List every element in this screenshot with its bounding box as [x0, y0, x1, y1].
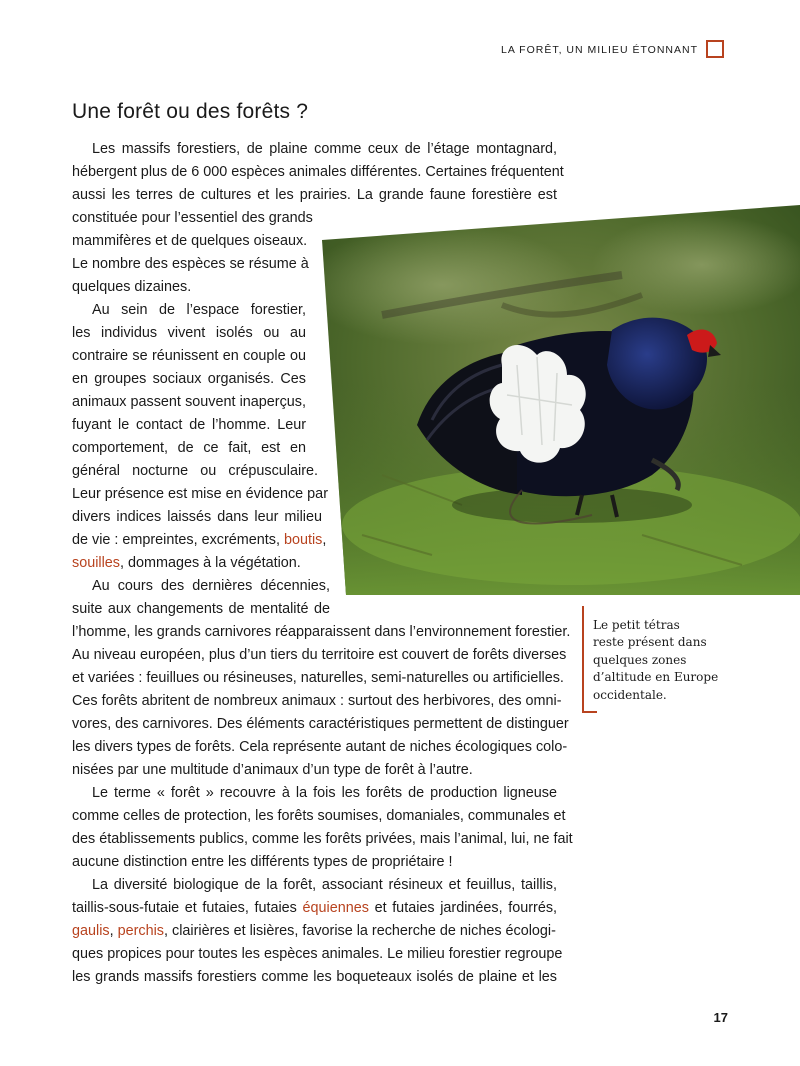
- body-line: l’homme, les grands carnivores réapparaissent dans l’environnement forestier.: [72, 624, 571, 640]
- section-title: Une forêt ou des forêts ?: [72, 100, 309, 123]
- body-line: Au cours des dernières décennies,: [92, 578, 330, 594]
- body-text-span: ,: [109, 923, 118, 939]
- body-line: Le nombre des espèces se résume à: [72, 256, 309, 272]
- glossary-term-boutis[interactable]: boutis: [283, 532, 323, 548]
- body-line: comportement, de ce fait, est en: [72, 440, 306, 456]
- body-line: constituée pour l’essentiel des grands: [72, 210, 313, 226]
- body-line: ques propices pour toutes les espèces animales. Le milieu forestier regroupe: [72, 946, 563, 962]
- body-line: nisées par une multitude d’animaux d’un type de forêt à l’autre.: [72, 762, 473, 778]
- body-line: Au niveau européen, plus d’un tiers du territoire est couvert de forêts diverses: [72, 647, 567, 663]
- body-line: les grands massifs forestiers comme les boqueteaux isolés de plaine et les: [72, 969, 557, 985]
- glossary-term-gaulis[interactable]: gaulis: [72, 923, 110, 939]
- body-text-span: et futaies jardinées, fourrés,: [374, 900, 558, 916]
- body-line: Ces forêts abritent de nombreux animaux : surtout des herbivores, des omni-: [72, 693, 562, 709]
- body-text-span: , clairières et lisières, favorise la recherche de niches écologi-: [164, 923, 556, 939]
- caption-line: Le petit tétras: [593, 618, 680, 632]
- page-number: 17: [713, 1010, 728, 1025]
- caption-rule-tick: [582, 711, 597, 713]
- caption-line: d’altitude en Europe: [593, 670, 719, 685]
- body-line: [72, 920, 557, 943]
- body-line: divers indices laissés dans leur milieu: [72, 509, 322, 525]
- body-line: vores, des carnivores. Des éléments caractéristiques permettent de distinguer: [72, 716, 569, 732]
- body-line: général nocturne ou crépusculaire.: [72, 463, 318, 479]
- body-line: Le terme « forêt » recouvre à la fois les forêts de production ligneuse: [92, 785, 557, 801]
- body-line: hébergent plus de 6 000 espèces animales différentes. Certaines fréquentent: [72, 164, 564, 180]
- black-grouse-illustration: [322, 205, 800, 595]
- body-line: [72, 552, 301, 575]
- body-line: contraire se réunissent en couple ou: [72, 348, 306, 364]
- photo-caption: [593, 617, 743, 704]
- body-line: [72, 897, 557, 920]
- body-line: Leur présence est mise en évidence par: [72, 486, 328, 502]
- running-head: LA FORÊT, UN MILIEU ÉTONNANT: [501, 44, 698, 56]
- caption-line: reste présent dans: [593, 635, 707, 650]
- body-line: [72, 529, 326, 552]
- body-line: Les massifs forestiers, de plaine comme ceux de l’étage montagnard,: [92, 141, 557, 157]
- body-line: Au sein de l’espace forestier,: [92, 302, 306, 318]
- caption-line: quelques zones: [593, 652, 687, 667]
- body-line: quelques dizaines.: [72, 279, 192, 295]
- body-text-span: ,: [322, 532, 327, 548]
- body-line: mammifères et de quelques oiseaux.: [72, 233, 308, 249]
- caption-line: occidentale.: [593, 687, 667, 702]
- body-line: les divers types de forêts. Cela représente autant de niches écologiques colo-: [72, 739, 568, 755]
- body-line: suite aux changements de mentalité de: [72, 601, 330, 617]
- glossary-term-equiennes[interactable]: équiennes: [302, 900, 369, 916]
- body-line: des établissements publics, comme les forêts privées, mais l’animal, lui, ne fait: [72, 831, 573, 847]
- body-line: La diversité biologique de la forêt, associant résineux et feuillus, taillis,: [92, 877, 557, 893]
- body-line: aussi les terres de cultures et les prairies. La grande faune forestière est: [72, 187, 557, 203]
- caption-rule: [582, 606, 584, 713]
- body-line: animaux passent souvent inaperçus,: [72, 394, 306, 410]
- body-line: en groupes sociaux organisés. Ces: [72, 371, 306, 387]
- body-text-span: de vie : empreintes, excréments,: [72, 532, 280, 548]
- running-head-square-icon: [706, 40, 724, 58]
- body-line: et variées : feuillues ou résineuses, naturelles, semi-naturelles ou artificielles.: [72, 670, 564, 686]
- body-text-span: taillis-sous-futaie et futaies, futaies: [72, 900, 297, 916]
- glossary-term-souilles[interactable]: souilles: [72, 555, 120, 571]
- body-line: comme celles de protection, les forêts soumises, domaniales, communales et: [72, 808, 566, 824]
- body-text-span: , dommages à la végétation.: [120, 555, 301, 571]
- black-grouse-photo: [322, 205, 800, 595]
- body-line: les individus vivent isolés ou au: [72, 325, 306, 341]
- body-line: fuyant le contact de l’homme. Leur: [72, 417, 306, 433]
- glossary-term-perchis[interactable]: perchis: [117, 923, 164, 939]
- body-line: aucune distinction entre les différents types de propriétaire !: [72, 854, 453, 870]
